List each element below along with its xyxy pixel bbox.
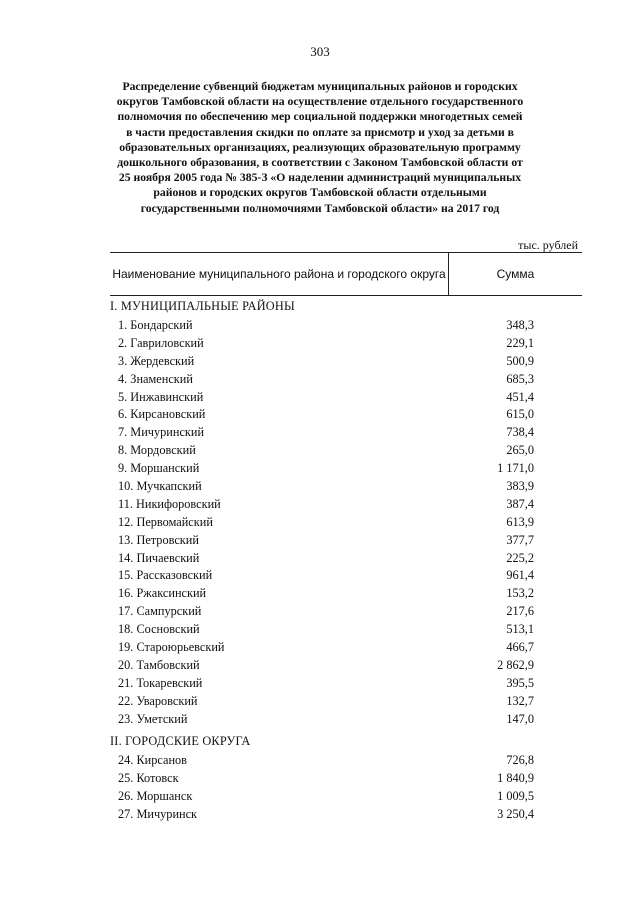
district-name: 21. Токаревский bbox=[118, 675, 203, 690]
table-header bbox=[110, 253, 582, 296]
district-sum: 2 862,9 bbox=[497, 657, 534, 672]
district-sum: 726,8 bbox=[506, 753, 534, 768]
section-city-districts: II. ГОРОДСКИЕ ОКРУГА bbox=[110, 734, 251, 749]
district-sum: 500,9 bbox=[506, 353, 534, 368]
district-name: 19. Староюрьевский bbox=[118, 640, 225, 655]
document-title: Распределение субвенций бюджетам муниципальных районов и городских округов Тамбовской области на осуществление отдельного государственного полномочия по обеспечению мер социальной поддержки многодетных семей в части предоставления скидки по оплате за присмотр и уход за детьми в образовательных организациях, реализующих образовательную программу дошкольного образования, в соответствии с Законом Тамбовской области от 25 ноября 2005 года № 385-З «О наделении администраций муниципальных районов и городских округов Тамбовской области отдельными государственными полномочиями Тамбовской области» на 2017 год bbox=[116, 80, 524, 215]
district-name: 22. Уваровский bbox=[118, 693, 198, 708]
district-sum: 395,5 bbox=[506, 675, 534, 690]
table-row bbox=[110, 389, 582, 407]
district-name: 18. Сосновский bbox=[118, 622, 200, 637]
district-name: 5. Инжавинский bbox=[118, 389, 204, 404]
district-sum: 132,7 bbox=[506, 693, 534, 708]
district-sum: 1 009,5 bbox=[497, 789, 534, 804]
table-row bbox=[110, 353, 582, 371]
district-name: 3. Жердевский bbox=[118, 353, 195, 368]
table-row bbox=[110, 806, 582, 824]
table-row bbox=[110, 478, 582, 496]
table-row bbox=[110, 770, 582, 788]
district-sum: 225,2 bbox=[506, 550, 534, 565]
district-name: 12. Первомайский bbox=[118, 514, 213, 529]
district-sum: 1 840,9 bbox=[497, 771, 534, 786]
municipal-districts-rows bbox=[110, 317, 582, 728]
table-row bbox=[110, 496, 582, 514]
table-row bbox=[110, 621, 582, 639]
district-sum: 377,7 bbox=[506, 532, 534, 547]
district-name: 7. Мичуринский bbox=[118, 425, 205, 440]
district-name: 11. Никифоровский bbox=[118, 496, 221, 511]
district-name: 8. Мордовский bbox=[118, 443, 196, 458]
district-name: 23. Уметский bbox=[118, 711, 188, 726]
table-row bbox=[110, 460, 582, 478]
table-row bbox=[110, 567, 582, 585]
district-name: 2. Гавриловский bbox=[118, 335, 204, 350]
district-name: 15. Рассказовский bbox=[118, 568, 213, 583]
table-row bbox=[110, 639, 582, 657]
table-row bbox=[110, 532, 582, 550]
table-row bbox=[110, 424, 582, 442]
district-sum: 147,0 bbox=[506, 711, 534, 726]
district-sum: 3 250,4 bbox=[497, 807, 534, 822]
district-sum: 961,4 bbox=[506, 568, 534, 583]
table-row bbox=[110, 317, 582, 335]
table-row bbox=[110, 675, 582, 693]
table-row bbox=[110, 514, 582, 532]
district-sum: 348,3 bbox=[506, 318, 534, 332]
district-name: 9. Моршанский bbox=[118, 461, 200, 476]
district-sum: 387,4 bbox=[506, 496, 534, 511]
district-name: 26. Моршанск bbox=[118, 789, 193, 804]
city-districts-rows bbox=[110, 752, 582, 824]
district-sum: 1 171,0 bbox=[497, 461, 534, 476]
district-name: 17. Сампурский bbox=[118, 604, 202, 619]
table-row bbox=[110, 711, 582, 729]
district-name: 13. Петровский bbox=[118, 532, 199, 547]
section-municipal-districts: I. МУНИЦИПАЛЬНЫЕ РАЙОНЫ bbox=[110, 299, 295, 313]
page-number: 303 bbox=[310, 44, 330, 59]
district-name: 14. Пичаевский bbox=[118, 550, 200, 565]
units-label: тыс. рублей bbox=[518, 238, 578, 252]
district-name: 6. Кирсановский bbox=[118, 407, 206, 422]
table-row bbox=[110, 603, 582, 621]
table-row bbox=[110, 406, 582, 424]
table-row bbox=[110, 442, 582, 460]
header-name-column: Наименование муниципального района и городского округа bbox=[110, 253, 449, 295]
table-row bbox=[110, 693, 582, 711]
district-name: 20. Тамбовский bbox=[118, 657, 200, 672]
district-sum: 229,1 bbox=[506, 335, 534, 350]
table-row bbox=[110, 371, 582, 389]
district-name: 24. Кирсанов bbox=[118, 753, 187, 768]
table-row bbox=[110, 585, 582, 603]
district-sum: 383,9 bbox=[506, 479, 534, 494]
district-sum: 738,4 bbox=[506, 425, 534, 440]
district-name: 27. Мичуринск bbox=[118, 807, 198, 822]
district-name: 10. Мучкапский bbox=[118, 479, 202, 494]
district-sum: 466,7 bbox=[506, 640, 534, 655]
table-row bbox=[110, 335, 582, 353]
district-name: 25. Котовск bbox=[118, 771, 179, 786]
district-sum: 451,4 bbox=[506, 389, 534, 404]
district-sum: 153,2 bbox=[506, 586, 534, 601]
district-sum: 615,0 bbox=[506, 407, 534, 422]
table-row bbox=[110, 550, 582, 568]
table-row bbox=[110, 657, 582, 675]
district-name: 4. Знаменский bbox=[118, 371, 193, 386]
district-sum: 685,3 bbox=[506, 371, 534, 386]
table-row bbox=[110, 752, 582, 770]
table-row bbox=[110, 788, 582, 806]
header-sum-column: Сумма bbox=[496, 267, 535, 281]
district-sum: 265,0 bbox=[506, 443, 534, 458]
district-sum: 513,1 bbox=[506, 622, 534, 637]
district-sum: 613,9 bbox=[506, 514, 534, 529]
subvention-table bbox=[110, 252, 582, 824]
district-name: 16. Ржаксинский bbox=[118, 586, 207, 601]
district-name: 1. Бондарский bbox=[118, 318, 193, 332]
district-sum: 217,6 bbox=[506, 604, 534, 619]
